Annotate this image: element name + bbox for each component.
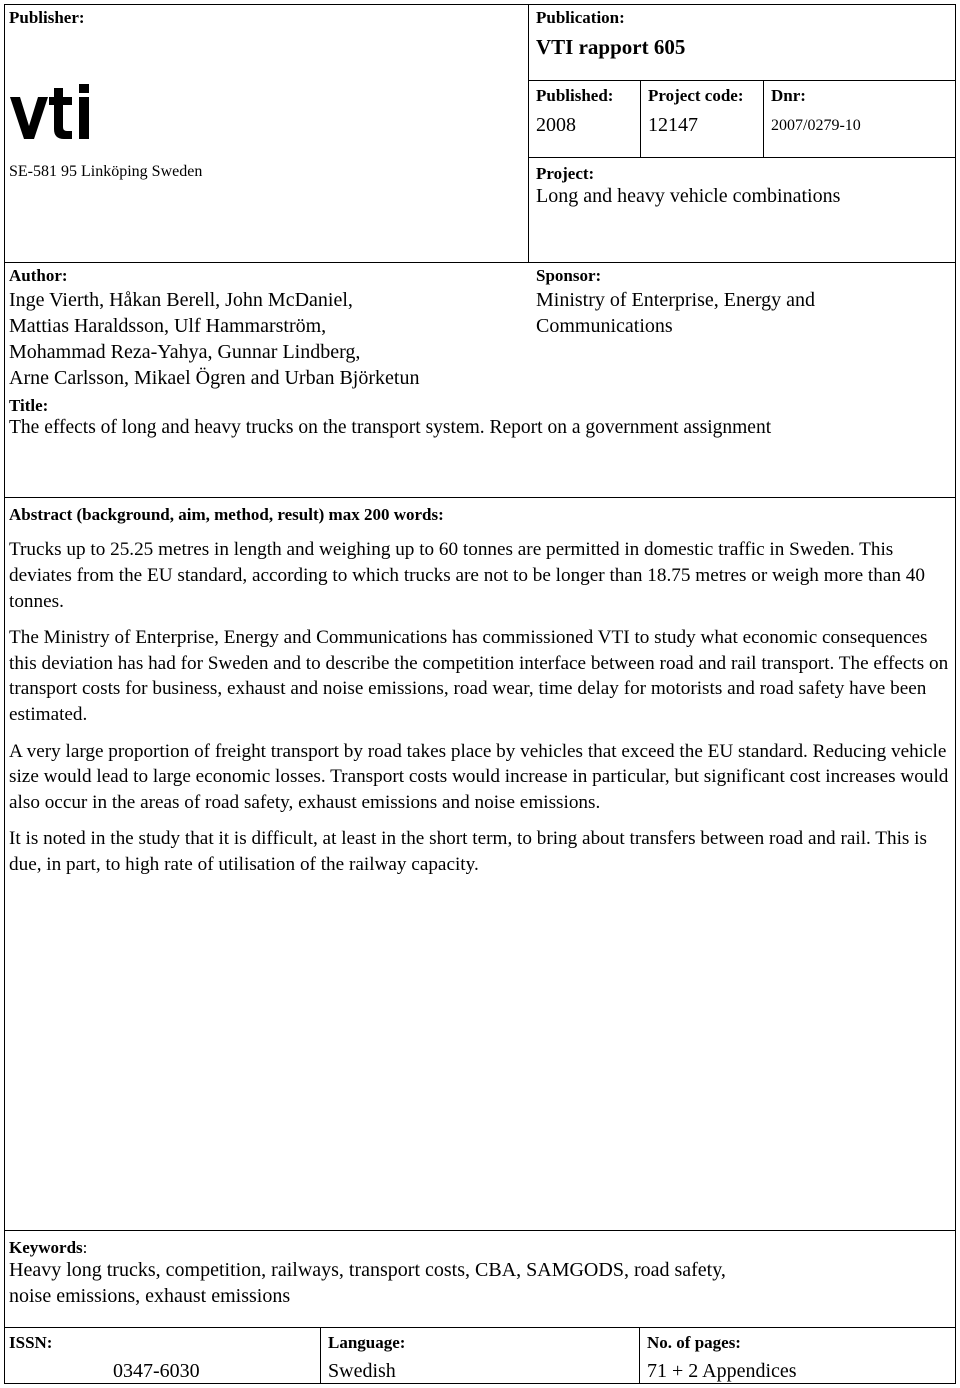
publisher-label: Publisher:: [9, 8, 85, 27]
abstract-body: [9, 537, 949, 889]
publisher-address: SE-581 95 Linköping Sweden: [9, 163, 203, 180]
keywords-line: Heavy long trucks, competition, railways, transport costs, CBA, SAMGODS, road safety,: [9, 1259, 726, 1281]
published-value: 2008: [536, 114, 576, 136]
project-code-value: 12147: [648, 114, 698, 136]
keywords-label: [9, 1238, 87, 1258]
project-code-label: Project code:: [648, 86, 744, 105]
divider-code-dnr: [763, 80, 764, 157]
vti-logo: [10, 84, 92, 145]
abstract-paragraph: It is noted in the study that it is difficult, at least in the short term, to bring about transfers between road and rail. This is due, in part, to high rate of utilisation of the railway capacity.: [9, 828, 927, 876]
divider-published-code: [640, 80, 641, 157]
divider-header: [4, 262, 956, 263]
project-value: Long and heavy vehicle combinations: [536, 185, 841, 207]
sponsor-line: Communications: [536, 315, 673, 337]
divider-issn-language: [320, 1327, 321, 1384]
published-label: Published:: [536, 86, 614, 105]
language-value: Swedish: [328, 1360, 396, 1382]
divider-above-abstract: [4, 497, 956, 498]
dnr-label: Dnr:: [771, 86, 806, 105]
publication-label: Publication:: [536, 8, 625, 27]
language-label: Language:: [328, 1333, 406, 1352]
divider-publisher-publication: [528, 4, 529, 262]
author-line: Mohammad Reza-Yahya, Gunnar Lindberg,: [9, 341, 361, 363]
abstract-label: Abstract (background, aim, method, result) max 200 words:: [9, 505, 444, 524]
sponsor-label: Sponsor:: [536, 266, 602, 285]
issn-value: 0347-6030: [113, 1360, 200, 1382]
author-line: Arne Carlsson, Mikael Ögren and Urban Björketun: [9, 367, 420, 389]
abstract-paragraph: Trucks up to 25.25 metres in length and weighing up to 60 tonnes are permitted in domestic traffic in Sweden. This deviates from the EU standard, according to which trucks are not to be longer than 18.75 metres or weigh more than 40 tonnes.: [9, 539, 925, 612]
author-label: Author:: [9, 266, 68, 285]
sponsor-line: Ministry of Enterprise, Energy and: [536, 289, 816, 311]
issn-label: ISSN:: [9, 1333, 53, 1352]
divider-under-title: [528, 80, 956, 81]
author-line: Inge Vierth, Håkan Berell, John McDaniel,: [9, 289, 353, 311]
keywords-label-text: Keywords: [9, 1238, 83, 1257]
divider-above-footer: [4, 1327, 956, 1328]
divider-under-codes: [528, 157, 956, 158]
abstract-paragraph: The Ministry of Enterprise, Energy and Communications has commissioned VTI to study what economic consequences this deviation has had for Sweden and to describe the competition interface between road and rail transport. The effects on transport costs for business, exhaust and noise emissions, road wear, time delay for motorists and road safety have been estimated.: [9, 626, 949, 726]
pages-label: No. of pages:: [647, 1333, 741, 1352]
title-label: Title:: [9, 396, 49, 415]
vti-logo-mark: [10, 84, 92, 140]
dnr-value: 2007/0279-10: [771, 117, 861, 134]
keywords-line: noise emissions, exhaust emissions: [9, 1285, 291, 1307]
abstract-paragraph: A very large proportion of freight transport by road takes place by vehicles that exceed the EU standard. Reducing vehicle size would lead to large economic losses. Transport costs would increase in particular, but significant cost increases would also occur in the areas of road safety, exhaust emissions and noise emissions.: [9, 740, 949, 814]
keywords-label-colon: :: [82, 1238, 88, 1257]
divider-language-pages: [639, 1327, 640, 1384]
pages-value: 71 + 2 Appendices: [647, 1360, 797, 1382]
project-label: Project:: [536, 164, 595, 183]
publication-title: VTI rapport 605: [536, 35, 686, 59]
divider-above-keywords: [4, 1230, 956, 1231]
title-value: The effects of long and heavy trucks on the transport system. Report on a government assignment: [9, 417, 772, 438]
author-line: Mattias Haraldsson, Ulf Hammarström,: [9, 315, 327, 337]
